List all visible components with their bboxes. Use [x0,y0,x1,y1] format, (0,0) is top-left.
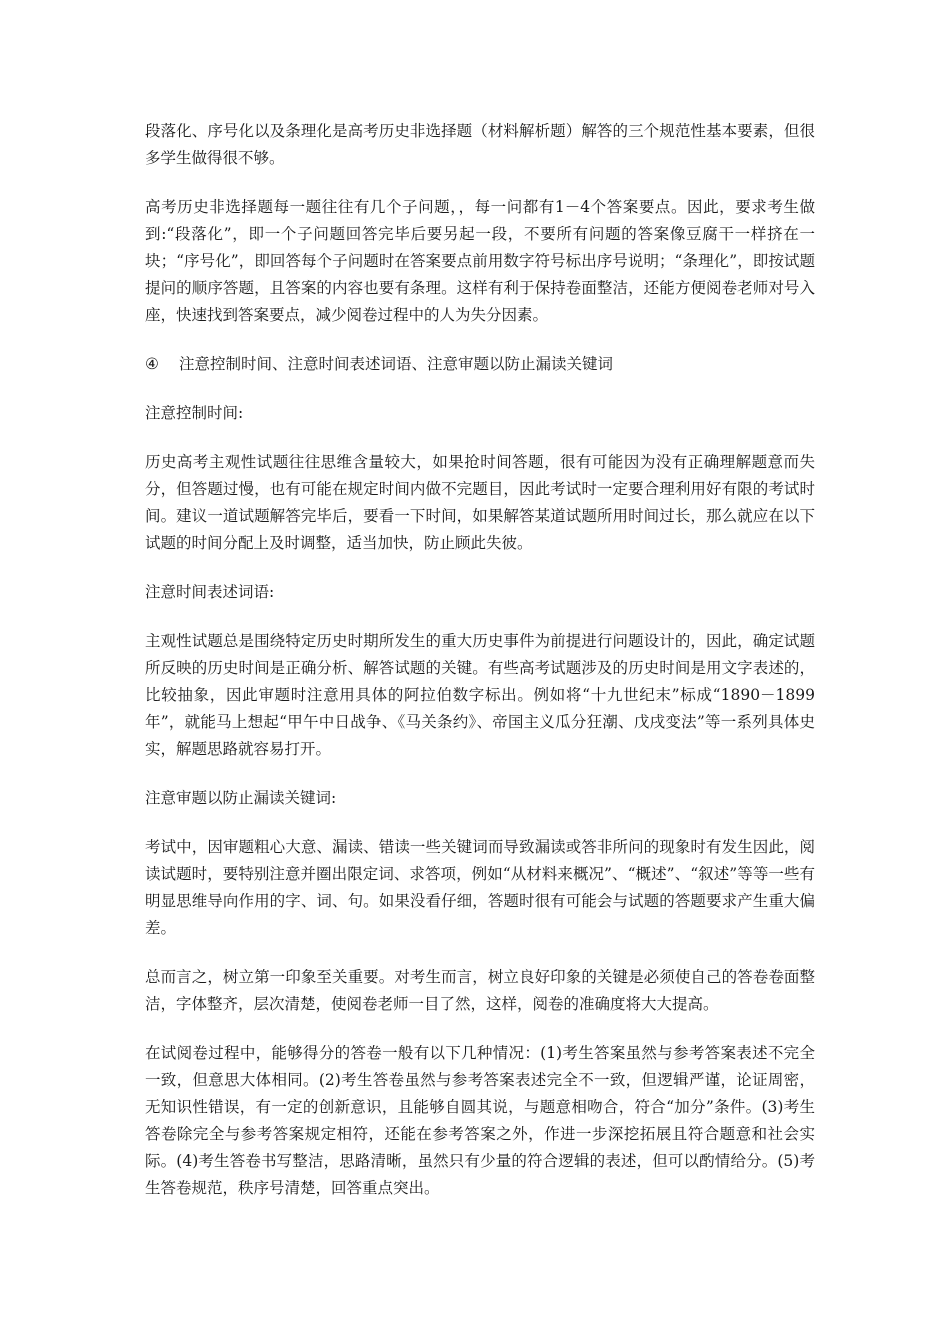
subheading-control-time: 注意控制时间: [145,404,244,422]
subheading-keywords: 注意审题以防止漏读关键词: [145,789,337,807]
intro-paragraph: 段落化、序号化以及条理化是高考历史非选择题（材料解析题）解答的三个规范性基本要素，但很多学生做得很不够。 [145,122,815,167]
control-time-paragraph: 历史高考主观性试题往往思维含量较大，如果抢时间答题，很有可能因为没有正确理解题意而失分，但答题过慢，也有可能在规定时间内做不完题目，因此考试时一定要合理利用好有限的考试时间。建议一道试题解答完毕后，要看一下时间，如果解答某道试题所用时间过长，那么就应在以下试题的时间分配上及时调整，适当加快，防止顾此失彼。 [145,453,815,552]
time-words-paragraph: 主观性试题总是围绕特定历史时期所发生的重大历史事件为前提进行问题设计的，因此，确定试题所反映的历史时间是正确分析、解答试题的关键。有些高考试题涉及的历史时间是用文字表述的，比较抽象，因此审题时注意用具体的阿拉伯数字标出。例如将“十九世纪末”标成“1890－1899年”，就能马上想起“甲午中日战争、《马关条约》、帝国主义瓜分狂潮、戊戌变法”等一系列具体史实，解题思路就容易打开。 [145,632,815,758]
document-page [145,118,815,1224]
keywords-paragraph: 考试中，因审题粗心大意、漏读、错读一些关键词而导致漏读或答非所问的现象时有发生因此，阅读试题时，要特别注意并圈出限定词、求答项，例如“从材料来概况”、“概述”、“叙述”等等一些有明显思维导向作用的字、词、句。如果没看仔细，答题时很有可能会与试题的答题要求产生重大偏差。 [145,838,815,937]
subheading-time-words: 注意时间表述词语: [145,583,275,601]
requirements-paragraph: 高考历史非选择题每一题往往有几个子问题，，每一问都有1－4个答案要点。因此，要求考生做到:“段落化”，即一个子问题回答完毕后要另起一段，不要所有问题的答案像豆腐干一样挤在一块；“序号化”，即回答每个子问题时在答案要点前用数字符号标出序号说明；“条理化”，即按试题提问的顺序答题，且答案的内容也要有条理。这样有利于保持卷面整洁，还能方便阅卷老师对号入座，快速找到答案要点，减少阅卷过程中的人为失分因素。 [145,198,815,324]
summary-paragraph: 总而言之，树立第一印象至关重要。对考生而言，树立良好印象的关键是必须使自己的答卷卷面整洁，字体整齐，层次清楚，使阅卷老师一目了然，这样，阅卷的准确度将大大提高。 [145,968,815,1013]
section-title: 注意控制时间、注意时间表述词语、注意审题以防止漏读关键词 [179,355,614,373]
section-number: ④ [145,355,159,373]
section-heading [145,351,815,378]
scoring-paragraph: 在试阅卷过程中，能够得分的答卷一般有以下几种情况：(1)考生答案虽然与参考答案表述不完全一致，但意思大体相同。(2)考生答卷虽然与参考答案表述完全不一致，但逻辑严谨，论证周密，无知识性错误，有一定的创新意识，且能够自圆其说，与题意相吻合，符合“加分”条件。(3)考生答卷除完全与参考答案规定相符，还能在参考答案之外，作进一步深挖拓展且符合题意和社会实际。(4)考生答卷书写整洁，思路清晰，虽然只有少量的符合逻辑的表述，但可以酌情给分。(5)考生答卷规范，秩序号清楚，回答重点突出。 [145,1044,815,1197]
